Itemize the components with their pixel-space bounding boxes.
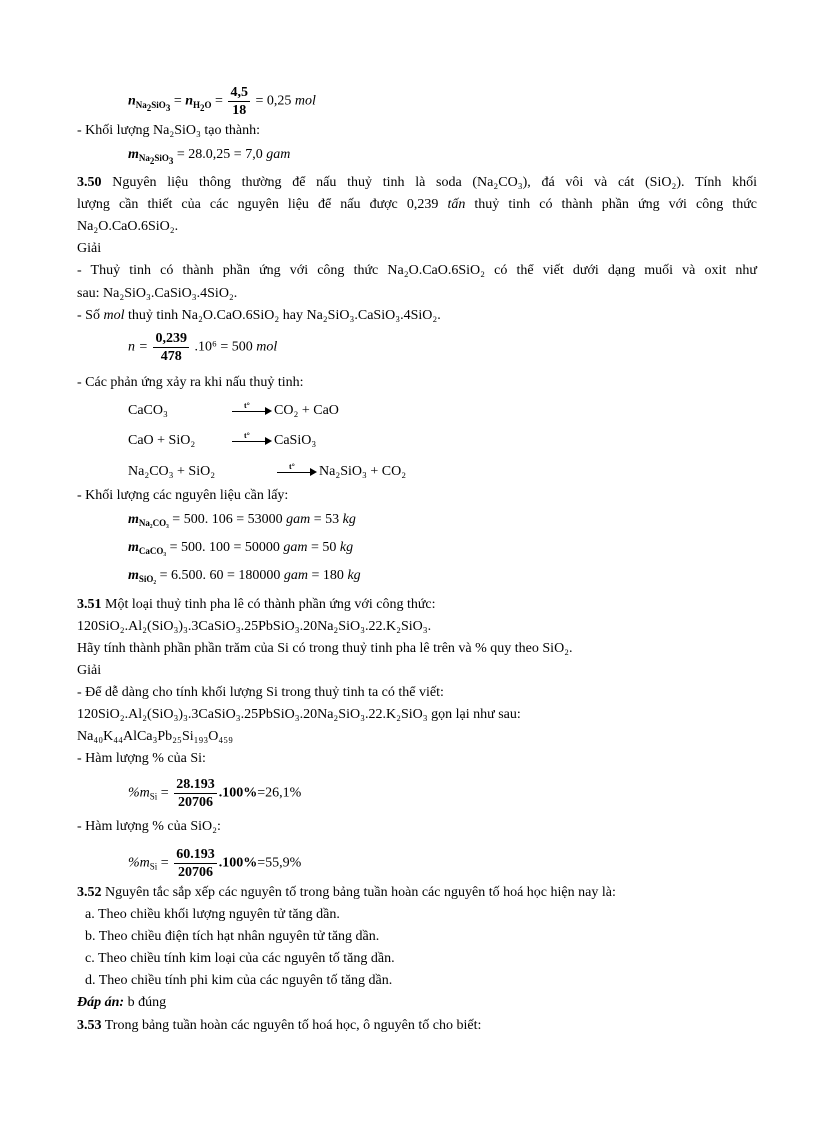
reaction-1-products: CO₂ + CaO (274, 403, 339, 418)
mass-unit: kg (347, 568, 361, 583)
fraction-numerator: 60.193 (176, 847, 215, 862)
question-3-50-line-3: Na₂O.CaO.6SiO₂. (77, 219, 179, 234)
percent-multiplier: .100% (218, 785, 258, 801)
percent-result: =55,9% (257, 855, 302, 871)
fraction-denominator: 478 (160, 349, 182, 364)
mass-subscript: Na₂CO₃ (138, 518, 169, 528)
equation-value: = 28.0,25 = 7,0 (176, 147, 263, 162)
question-3-53 (77, 1017, 481, 1035)
fraction-denominator: 18 (232, 103, 247, 118)
solution-text: thuỷ tinh Na₂O.CaO.6SiO₂ hay Na₂SiO₃.CaSiO₃.4SiO₂. (127, 308, 441, 323)
reaction-2-products: CaSiO₃ (274, 433, 317, 448)
mass-symbol: m (128, 512, 139, 527)
percent-subscript: Si (149, 861, 158, 872)
reaction-2-reactants: CaO + SiO₂ (128, 433, 196, 448)
mass-unit: kg (339, 540, 354, 555)
question-number: 3.51 (77, 597, 102, 612)
question-3-50-line-1 (77, 174, 757, 192)
option-b: b. Theo chiều điện tích hạt nhân nguyên tử tăng dần. (85, 929, 380, 944)
fraction-denominator: 20706 (177, 795, 213, 810)
solution-heading: Giải (77, 241, 102, 256)
solution-line (77, 307, 441, 325)
question-number: 3.53 (77, 1018, 102, 1033)
equation-lhs: n = (128, 339, 148, 355)
fraction-60-193-over-20706 (174, 846, 217, 881)
equation-percent-sio2: $\%m_{Si}$ = $\frac{60.193}{20706}$ .100%=55,9% (128, 847, 302, 880)
arrow-heat-label: t° (244, 430, 250, 440)
option-a: a. Theo chiều khối lượng nguyên tử tăng dần. (85, 907, 340, 922)
percent-symbol: %m (128, 855, 150, 871)
solution-line: Na₄₀K₄₄AlCa₃Pb₂₅Si₁₉₃O₄₅₉ (77, 729, 234, 744)
solution-line: - Các phản ứng xảy ra khi nấu thuỷ tinh: (77, 375, 304, 390)
percent-result: =26,1% (257, 785, 302, 801)
question-number: 3.52 (77, 885, 102, 900)
fraction-numerator: 28.193 (176, 777, 215, 792)
equation-mass-sio2 (128, 567, 361, 585)
question-number: 3.50 (77, 175, 102, 190)
answer-label: Đáp án: (77, 995, 125, 1010)
equation-moles-glass (128, 330, 277, 365)
solution-text: - Số (77, 308, 100, 323)
answer-text: b đúng (124, 995, 167, 1010)
reaction-3-arrow (275, 463, 319, 481)
equation-mass-na2sio3: $m_{Na_2SiO_3} = 28.0,25 = 7,0$ gam (128, 147, 291, 166)
option-c: c. Theo chiều tính kim loại của các nguyên tố tăng dần. (85, 951, 395, 966)
equation-value: = 0,25 (255, 93, 292, 109)
question-text: Nguyên liệu thông thường để nấu thuỷ tinh là soda (Na₂CO₃), đá vôi và cát (SiO₂). Tính khối (112, 175, 758, 190)
question-3-51-line-1 (77, 596, 436, 614)
question-3-51-formula: 120SiO₂.Al₂(SiO₃)₃.3CaSiO₃.25PbSiO₃.20Na₂SiO₃.22.K₂SiO₃. (77, 619, 432, 634)
percent-subscript: Si (149, 791, 158, 802)
solution-line: sau: Na₂SiO₃.CaSiO₃.4SiO₂. (77, 286, 238, 301)
question-3-50-line-2 (77, 196, 757, 214)
arrow-heat-label: t° (289, 461, 295, 471)
mass-symbol: m (128, 568, 139, 583)
percent-multiplier: .100% (218, 855, 258, 871)
percent-symbol: %m (128, 785, 150, 801)
mass-value: = 180 (311, 568, 344, 583)
reaction-2-arrow (230, 432, 274, 450)
fraction-4-5-over-18 (228, 84, 250, 119)
mass-value: = 53 (313, 512, 340, 527)
solution-heading: Giải (77, 663, 102, 678)
mass-expression: = 500. 106 = 53000 (172, 512, 283, 527)
equation-mass-na2co3 (128, 511, 356, 529)
mass-expression: = 6.500. 60 = 180000 (159, 568, 281, 583)
reaction-3-products: Na₂SiO₃ + CO₂ (319, 464, 407, 479)
mass-value: = 50 (311, 540, 337, 555)
equation-moles-na2sio3: $n_{Na_2SiO_3} = n_{H_2O}$ = $\frac{4,5}{18}$ = 0,25 mol (128, 85, 316, 118)
fraction-0-239-over-478 (153, 330, 189, 365)
option-d: d. Theo chiều tính phi kim của các nguyên tố tăng dần. (85, 973, 393, 988)
question-text: Một loại thuỷ tinh pha lê có thành phần ứng với công thức: (105, 597, 436, 612)
question-text: lượng cần thiết của các nguyên liệu để nấu được 0,239 (77, 197, 439, 212)
reaction-1-reactants: CaCO₃ (128, 403, 168, 418)
mass-unit: kg (342, 512, 356, 527)
question-text-italic: tấn (447, 197, 466, 212)
fraction-denominator: 20706 (177, 865, 213, 880)
reaction-1-arrow (230, 402, 274, 420)
mass-subscript: SiO₂ (138, 574, 157, 584)
mass-unit: gam (283, 540, 308, 555)
solution-line: - Khối lượng các nguyên liệu cần lấy: (77, 488, 289, 503)
question-text: Nguyên tắc sắp xếp các nguyên tố trong bảng tuần hoàn các nguyên tố hoá học hiện nay là: (105, 885, 616, 900)
solution-line: - Hàm lượng % của Si: (77, 751, 206, 766)
answer-line (77, 994, 166, 1012)
question-3-51-line-3: Hãy tính thành phần phần trăm của Si có trong thuỷ tinh pha lê trên và % quy theo SiO₂. (77, 641, 573, 656)
equation-value: .10⁶ = 500 (194, 339, 253, 355)
question-text: Trong bảng tuần hoàn các nguyên tố hoá học, ô nguyên tố cho biết: (104, 1018, 482, 1033)
arrow-heat-label: t° (244, 400, 250, 410)
solution-line: - Hàm lượng % của SiO₂: (77, 819, 221, 834)
solution-line: 120SiO₂.Al₂(SiO₃)₃.3CaSiO₃.25PbSiO₃.20Na₂SiO₃.22.K₂SiO₃ gọn lại như sau: (77, 707, 521, 722)
fraction-28-193-over-20706 (174, 776, 217, 811)
equation-percent-si: $\%m_{Si}$ = $\frac{28.193}{20706}$ .100%=26,1% (128, 777, 302, 810)
question-3-52 (77, 884, 616, 902)
reaction-3-reactants: Na₂CO₃ + SiO₂ (128, 464, 216, 479)
equation-unit: mol (294, 93, 316, 109)
equation-unit: gam (266, 147, 291, 162)
solution-line: - Để dễ dàng cho tính khối lượng Si trong thuỷ tinh ta có thể viết: (77, 685, 444, 700)
mass-unit: gam (286, 512, 311, 527)
mass-subscript: CaCO₃ (138, 546, 167, 556)
fraction-numerator: 4,5 (230, 85, 248, 100)
mass-symbol: m (128, 540, 139, 555)
mass-unit: gam (283, 568, 309, 583)
mass-expression: = 500. 100 = 50000 (169, 540, 280, 555)
text-line: - Khối lượng Na₂SiO₃ tạo thành: (77, 123, 261, 138)
solution-line: - Thuỷ tinh có thành phần ứng với công thức Na₂O.CaO.6SiO₂ có thể viết dưới dạng muối và oxit như (77, 263, 757, 278)
fraction-numerator: 0,239 (155, 331, 187, 346)
equation-mass-caco3 (128, 539, 353, 557)
question-text: thuỷ tinh có thành phần ứng với công thức (474, 197, 757, 212)
solution-text-italic: mol (103, 308, 125, 323)
equation-unit: mol (256, 339, 278, 355)
